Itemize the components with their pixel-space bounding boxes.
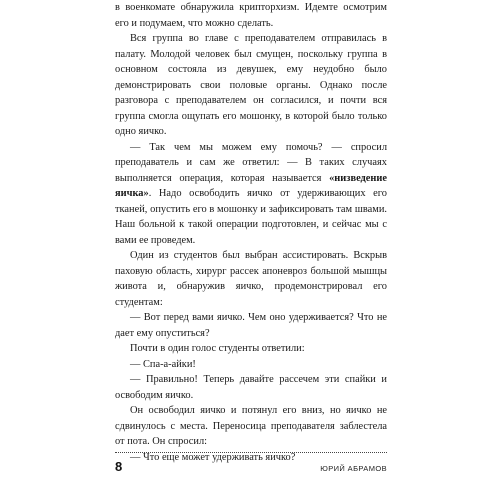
dialogue-line: — Что еще может удерживать яичко? bbox=[130, 451, 296, 463]
dialogue-line: — Вот перед вами яичко. Чем оно удерживается? Что не дает ему опуститься? bbox=[115, 312, 387, 339]
body-text bbox=[115, 0, 387, 465]
page-number: 8 bbox=[115, 459, 123, 474]
footer-row bbox=[115, 459, 387, 474]
dialogue-line: — Правильно! Теперь давайте рассечем эти спайки и освободим яичко. bbox=[115, 374, 387, 401]
running-head: ЮРИЙ АБРАМОВ bbox=[320, 464, 387, 473]
page-footer bbox=[115, 452, 387, 474]
paragraph: Он освободил яичко и потянул его вниз, но яичко не сдвинулось с места. Переносица преподавателя заблестела от пота. Он спросил: bbox=[115, 405, 387, 447]
bold-term: «низведение яичка» bbox=[115, 172, 387, 199]
dialogue-line: — Спа-а-айки! bbox=[130, 358, 196, 370]
paragraph: Один из студентов был выбран ассистировать. Вскрыв паховую область, хирург рассек апоневроз большой мышцы живота и, обнаружив яичко, продемонстрировал его студентам: bbox=[115, 250, 387, 308]
paragraph-text: . Надо освободить яичко от удерживающих его тканей, опустить его в мошонку и зафиксировать там швами. Наш больной к такой операции подготовлен, и сейчас мы с вами ее проведем. bbox=[115, 188, 387, 246]
paragraph: в военкомате обнаружила крипторхизм. Идемте осмотрим его и подумаем, что можно сделать. bbox=[115, 2, 387, 29]
paragraph: Вся группа во главе с преподавателем отправилась в палату. Молодой человек был смущен, поскольку группа в основном состояла из девушек, ему неудобно было демонстрировать свои половые органы. Однако после разговора с преподавателем он согласился, и почти вся группа смогла ощупать его мошонку, в которой было только одно яичко. bbox=[115, 33, 387, 137]
paragraph-text: — Так чем мы можем ему помочь? — спросил преподаватель и сам же ответил: — В таких случаях выполняется операция, которая называется bbox=[115, 141, 387, 184]
paragraph: Почти в один голос студенты ответили: bbox=[130, 343, 305, 354]
paragraph bbox=[115, 140, 387, 249]
footer-divider bbox=[115, 452, 387, 453]
